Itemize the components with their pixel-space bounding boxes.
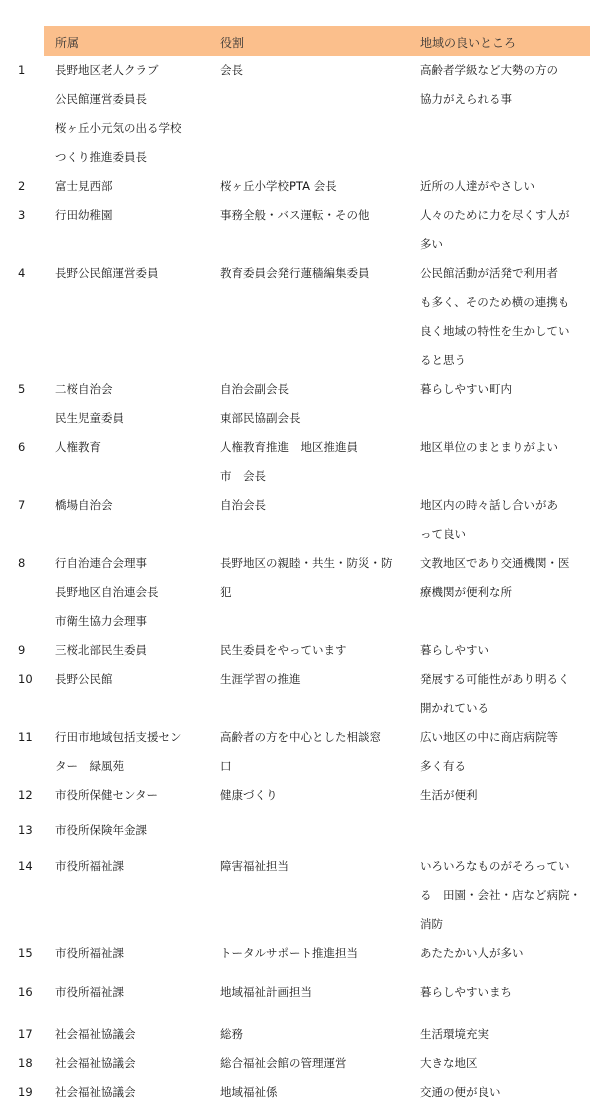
row-number: 16	[18, 985, 33, 999]
role-cell	[220, 723, 410, 781]
role-cell-line: 犯	[220, 585, 232, 599]
affiliation-cell	[55, 1049, 215, 1078]
good-points-cell-line: 協力がえられる事	[420, 92, 512, 106]
affiliation-cell-line: 社会福祉協議会	[55, 1027, 136, 1041]
affiliation-cell-line: 長野公民館	[55, 672, 113, 686]
header-role: 役割	[220, 36, 245, 50]
row-number: 17	[18, 1027, 33, 1041]
affiliation-cell-line: 行田幼稚園	[55, 208, 113, 222]
good-points-cell	[420, 491, 592, 549]
affiliation-cell-line: 社会福祉協議会	[55, 1085, 136, 1099]
header-affiliation: 所属	[55, 36, 80, 50]
affiliation-cell	[55, 56, 215, 172]
role-cell	[220, 549, 410, 607]
good-points-cell-line: 近所の人達がやさしい	[420, 179, 535, 193]
role-cell	[220, 433, 410, 491]
role-cell-line: 生涯学習の推進	[220, 672, 301, 686]
role-cell	[220, 939, 410, 968]
affiliation-cell-line: 民生児童委員	[55, 411, 124, 425]
row-number: 12	[18, 788, 33, 802]
affiliation-cell	[55, 723, 215, 781]
affiliation-cell	[55, 375, 215, 433]
affiliation-cell-line: 二桜自治会	[55, 382, 113, 396]
affiliation-cell-line: 市役所保険年金課	[55, 823, 147, 837]
affiliation-cell-line: 市役所福祉課	[55, 859, 124, 873]
good-points-cell-line: って良い	[420, 527, 466, 541]
affiliation-cell-line: 三桜北部民生委員	[55, 643, 147, 657]
role-cell-line: 民生委員をやっています	[220, 643, 347, 657]
good-points-cell-line: 多く有る	[420, 759, 466, 773]
affiliation-cell	[55, 549, 215, 636]
role-cell	[220, 259, 410, 288]
role-cell	[220, 1049, 410, 1078]
role-cell-line: 総合福祉会館の管理運営	[220, 1056, 347, 1070]
role-cell	[220, 172, 410, 201]
good-points-cell	[420, 723, 592, 781]
good-points-cell	[420, 433, 592, 462]
good-points-cell	[420, 201, 592, 259]
role-cell-line: 教育委員会発行蓮穡編集委員	[220, 266, 370, 280]
affiliation-cell-line: 人権教育	[55, 440, 101, 454]
row-number: 10	[18, 672, 33, 686]
good-points-cell	[420, 665, 592, 723]
affiliation-cell-line: 長野地区自治連会長	[55, 585, 159, 599]
good-points-cell-line: 公民館活動が活発で利用者	[420, 266, 558, 280]
affiliation-cell	[55, 636, 215, 665]
row-number: 4	[18, 266, 26, 280]
role-cell-line: 桜ヶ丘小学校PTA 会長	[220, 179, 337, 193]
affiliation-cell	[55, 939, 215, 968]
row-number: 19	[18, 1085, 33, 1099]
affiliation-cell-line: 市役所福祉課	[55, 946, 124, 960]
role-cell	[220, 1078, 410, 1107]
affiliation-cell	[55, 172, 215, 201]
role-cell	[220, 852, 410, 881]
role-cell-line: 東部民協副会長	[220, 411, 301, 425]
affiliation-cell-line: 桜ヶ丘小元気の出る学校	[55, 121, 182, 135]
good-points-cell	[420, 1020, 592, 1049]
role-cell-line: 地域福祉計画担当	[220, 985, 312, 999]
role-cell-line: 自治会副会長	[220, 382, 289, 396]
affiliation-cell	[55, 491, 215, 520]
row-number: 2	[18, 179, 26, 193]
affiliation-cell-line: 市役所保健センター	[55, 788, 159, 802]
good-points-cell-line: も多く、そのため横の連携も	[420, 295, 570, 309]
good-points-cell-line: る 田園・会社・店など病院・	[420, 888, 581, 902]
good-points-cell-line: 多い	[420, 237, 443, 251]
row-number: 11	[18, 730, 33, 744]
row-number: 7	[18, 498, 26, 512]
role-cell-line: 会長	[220, 63, 243, 77]
good-points-cell	[420, 172, 592, 201]
good-points-cell	[420, 978, 592, 1007]
good-points-cell-line: 広い地区の中に商店病院等	[420, 730, 558, 744]
good-points-cell	[420, 781, 592, 810]
role-cell-line: 総務	[220, 1027, 243, 1041]
role-cell-line: 口	[220, 759, 232, 773]
affiliation-cell-line: 橋場自治会	[55, 498, 113, 512]
row-number: 18	[18, 1056, 33, 1070]
role-cell	[220, 56, 410, 85]
affiliation-cell-line: ター 緑風苑	[55, 759, 124, 773]
good-points-cell-line: 暮らしやすい町内	[420, 382, 512, 396]
role-cell-line: 長野地区の親睦・共生・防災・防	[220, 556, 393, 570]
role-cell-line: 事務全般・バス運転・その他	[220, 208, 370, 222]
role-cell-line: 障害福祉担当	[220, 859, 289, 873]
row-number: 14	[18, 859, 33, 873]
good-points-cell-line: あたたかい人が多い	[420, 946, 524, 960]
good-points-cell-line: ると思う	[420, 353, 466, 367]
good-points-cell	[420, 1049, 592, 1078]
good-points-cell-line: 暮らしやすい	[420, 643, 489, 657]
good-points-cell-line: 良く地域の特性を生かしてい	[420, 324, 570, 338]
good-points-cell-line: 交通の便が良い	[420, 1085, 501, 1099]
role-cell-line: 市 会長	[220, 469, 266, 483]
affiliation-cell	[55, 1020, 215, 1049]
row-number: 15	[18, 946, 33, 960]
role-cell	[220, 781, 410, 810]
role-cell-line: 地域福祉係	[220, 1085, 278, 1099]
good-points-cell	[420, 939, 592, 968]
affiliation-cell	[55, 978, 215, 1007]
good-points-cell	[420, 852, 592, 939]
role-cell-line: トータルサポート推進担当	[220, 946, 358, 960]
role-cell-line: 自治会長	[220, 498, 266, 512]
affiliation-cell-line: 市役所福祉課	[55, 985, 124, 999]
role-cell-line: 健康づくり	[220, 788, 278, 802]
good-points-cell-line: 消防	[420, 917, 443, 931]
good-points-cell-line: 開かれている	[420, 701, 489, 715]
row-number: 1	[18, 63, 26, 77]
header-good-points: 地域の良いところ	[420, 36, 517, 50]
role-cell-line: 高齢者の方を中心とした相談窓	[220, 730, 381, 744]
affiliation-cell	[55, 1078, 215, 1107]
good-points-cell	[420, 259, 592, 375]
good-points-cell-line: 高齢者学級など大勢の方の	[420, 63, 558, 77]
good-points-cell	[420, 1078, 592, 1107]
affiliation-cell-line: 社会福祉協議会	[55, 1056, 136, 1070]
good-points-cell-line: 生活が便利	[420, 788, 478, 802]
good-points-cell-line: いろいろなものがそろってい	[420, 859, 570, 873]
good-points-cell-line: 暮らしやすいまち	[420, 985, 512, 999]
row-number: 13	[18, 823, 33, 837]
affiliation-cell-line: 富士見西部	[55, 179, 113, 193]
role-cell	[220, 201, 410, 230]
affiliation-cell-line: 長野地区老人クラブ	[55, 63, 159, 77]
affiliation-cell-line: 長野公民館運営委員	[55, 266, 159, 280]
good-points-cell-line: 人々のために力を尽くす人が	[420, 208, 570, 222]
role-cell	[220, 1020, 410, 1049]
good-points-cell-line: 療機関が便利な所	[420, 585, 512, 599]
good-points-cell-line: 地区内の時々話し合いがあ	[420, 498, 558, 512]
affiliation-cell	[55, 665, 215, 694]
affiliation-cell-line: つくり推進委員長	[55, 150, 147, 164]
row-number: 9	[18, 643, 26, 657]
good-points-cell-line: 発展する可能性があり明るく	[420, 672, 570, 686]
good-points-cell	[420, 549, 592, 607]
role-cell	[220, 375, 410, 433]
good-points-cell-line: 生活環境充実	[420, 1027, 489, 1041]
role-cell-line: 人権教育推進 地区推進員	[220, 440, 358, 454]
table-header	[44, 26, 590, 56]
good-points-cell	[420, 375, 592, 404]
affiliation-cell	[55, 852, 215, 881]
role-cell	[220, 491, 410, 520]
affiliation-cell	[55, 816, 215, 845]
row-number: 8	[18, 556, 26, 570]
good-points-cell	[420, 636, 592, 665]
affiliation-cell-line: 市衛生協力会理事	[55, 614, 147, 628]
role-cell	[220, 978, 410, 1007]
affiliation-cell-line: 公民館運営委員長	[55, 92, 147, 106]
good-points-cell	[420, 56, 592, 114]
role-cell	[220, 636, 410, 665]
affiliation-cell	[55, 433, 215, 462]
affiliation-cell-line: 行自治連合会理事	[55, 556, 147, 570]
good-points-cell-line: 文教地区であり交通機関・医	[420, 556, 570, 570]
affiliation-cell-line: 行田市地域包括支援セン	[55, 730, 182, 744]
row-number: 3	[18, 208, 26, 222]
affiliation-cell	[55, 781, 215, 810]
affiliation-cell	[55, 201, 215, 230]
affiliation-cell	[55, 259, 215, 288]
role-cell	[220, 665, 410, 694]
row-number: 5	[18, 382, 26, 396]
good-points-cell-line: 大きな地区	[420, 1056, 478, 1070]
good-points-cell-line: 地区単位のまとまりがよい	[420, 440, 558, 454]
row-number: 6	[18, 440, 26, 454]
